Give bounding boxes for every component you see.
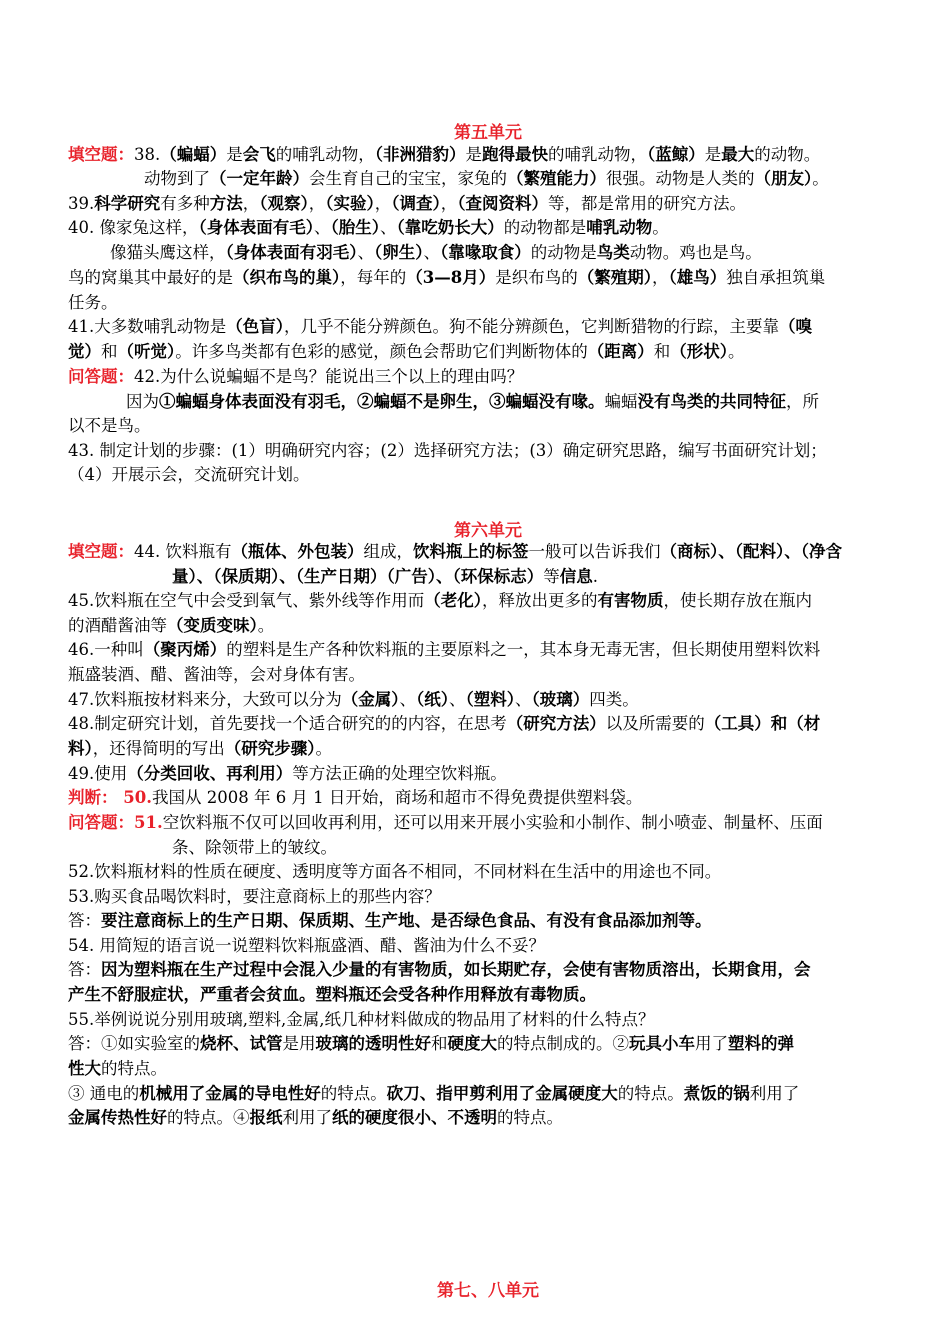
unit6-title: 第六单元: [454, 521, 522, 541]
text-segment: （蝙蝠）: [160, 145, 227, 164]
text-segment: 煮饭的锅: [683, 1084, 750, 1103]
text-segment: 、: [314, 218, 331, 237]
text-segment: 信息: [559, 567, 593, 586]
text-segment: （靠吃奶长大）: [396, 218, 504, 237]
text-segment: 金属传热性好: [68, 1108, 167, 1127]
unit6-line: [68, 909, 712, 933]
text-segment: 纸的硬度很小、不透明: [332, 1108, 497, 1127]
text-segment: 、: [357, 243, 374, 262]
text-segment: 54. 用简短的语言说一说塑料饮料瓶盛酒、醋、酱油为什么不妥？: [68, 936, 545, 955]
text-segment: 有多种: [160, 194, 210, 213]
text-segment: ①蝙蝠身体表面没有羽毛，②蝙蝠不是卵生，③蝙蝠没有喙。: [159, 392, 605, 411]
text-segment: 独自承担筑巢: [726, 268, 826, 287]
text-segment: 51.: [134, 813, 163, 832]
unit6-line: [68, 762, 507, 786]
text-segment: 、: [515, 690, 532, 709]
text-segment: 的动物。: [754, 145, 821, 164]
text-segment: 玻璃的透明性好: [315, 1034, 431, 1053]
text-segment: 50.: [123, 788, 152, 807]
text-segment: 55.举例说说分别用玻璃,塑料,金属,纸几种材料做成的物品用了材料的什么特点？: [68, 1010, 655, 1029]
unit6-line: [68, 712, 820, 736]
text-segment: 会飞: [242, 145, 276, 164]
text-segment: 产生不舒服症状，严重者会贫血。塑料瓶还会受各种作用释放有毒物质。: [68, 985, 596, 1004]
text-segment: 是: [704, 145, 722, 164]
text-segment: 我国从 2008 年 6 月 1 日开始，商场和超市不得免费提供塑料袋。: [151, 788, 643, 807]
text-segment: （3—8月）: [406, 268, 496, 287]
unit6-line: [68, 983, 596, 1007]
text-segment: （嗅: [779, 317, 812, 336]
text-segment: （聚丙烯）: [143, 640, 227, 659]
text-segment: （听觉）: [117, 342, 176, 361]
unit6-line: [68, 737, 332, 761]
unit5-title: 第五单元: [454, 123, 522, 143]
text-segment: 的特点。: [101, 1059, 167, 1078]
text-segment: 任务。: [68, 293, 118, 312]
text-segment: 的特点。: [320, 1084, 387, 1103]
unit5-line: [68, 439, 827, 463]
unit5-line: [68, 463, 310, 487]
text-segment: （塑料）: [465, 690, 515, 709]
text-segment: 科学研究: [94, 194, 161, 213]
unit6-line: [68, 540, 842, 564]
text-segment: 问答题：: [68, 367, 134, 386]
text-segment: （朋友）: [754, 169, 813, 188]
text-segment: （色盲）: [226, 317, 284, 336]
text-segment: 利用了: [282, 1108, 332, 1127]
text-segment: 40. 像家兔这样，: [68, 218, 199, 237]
text-segment: 是: [226, 145, 243, 164]
unit6-line: [68, 1008, 654, 1032]
text-segment: 性大: [68, 1059, 101, 1078]
text-segment: （分类回收、再利用）: [127, 764, 293, 783]
text-segment: 动物。鸡也是鸟。: [629, 243, 762, 262]
text-segment: 最大: [721, 145, 755, 164]
text-segment: 是用: [282, 1034, 316, 1053]
text-segment: 等方法正确的处理空饮料瓶。: [292, 764, 507, 783]
text-segment: 很强。动物是人类的: [606, 169, 755, 188]
text-segment: 跑得最快: [482, 145, 548, 164]
text-segment: 41.大多数哺乳动物是: [68, 317, 227, 336]
text-segment: （老化）: [424, 591, 482, 610]
text-segment: 填空题：: [68, 542, 134, 561]
text-segment: 的哺乳动物，: [548, 145, 647, 164]
text-segment: 45.饮料瓶在空气中会受到氧气、紫外线等作用而: [68, 591, 425, 610]
text-segment: 46.一种叫: [68, 640, 144, 659]
text-segment: 的特点制成的。②: [497, 1034, 629, 1053]
text-segment: 、: [399, 690, 416, 709]
text-segment: （卵生）: [374, 243, 424, 262]
text-segment: 、: [449, 690, 466, 709]
text-segment: 瓶盛装酒、醋、酱油等，会对身体有害。: [68, 665, 365, 684]
text-segment: 53.购买食品喝饮料时，要注意商标上的那些内容？: [68, 887, 441, 906]
text-segment: ，每年的: [340, 268, 407, 287]
text-segment: ，: [242, 194, 260, 213]
text-segment: 利用了: [749, 1084, 800, 1103]
text-segment: 填空题：: [68, 145, 134, 164]
text-segment: ，使长期存放在瓶内: [663, 591, 812, 610]
text-segment: 等: [543, 567, 560, 586]
text-segment: 答：: [68, 960, 101, 979]
text-segment: （繁殖能力）: [507, 169, 606, 188]
text-segment: 空饮料瓶不仅可以回收再利用，还可以用来开展小实验和小制作、制小喷壶、制量杯、压面: [162, 813, 823, 832]
unit5-line: [68, 291, 118, 315]
text-segment: 52.饮料瓶材料的性质在硬度、透明度等方面各不相同，不同材料在生活中的用途也不同。: [68, 862, 722, 881]
text-segment: 答：: [68, 911, 101, 930]
text-segment: ，几乎不能分辨颜色。狗不能分辨颜色，它判断猎物的行踪，主要靠: [284, 317, 779, 336]
text-segment: 一般可以告诉我们: [528, 542, 661, 561]
unit5-line: [68, 192, 746, 216]
text-segment: 动物到了: [144, 169, 210, 188]
text-segment: ，释放出更多的: [482, 591, 598, 610]
text-segment: （商标）、（配料）、（净含: [660, 542, 842, 561]
text-segment: 有害物质: [597, 591, 664, 610]
text-segment: 的哺乳动物，: [275, 145, 375, 164]
text-segment: ，: [440, 194, 458, 213]
text-segment: （调查）: [391, 194, 441, 213]
text-segment: 。: [652, 218, 669, 237]
text-segment: （研究方法）: [506, 714, 606, 733]
unit6-line: [68, 663, 365, 687]
unit6-line: [68, 1106, 563, 1130]
unit6-line: [68, 786, 642, 810]
text-segment: （距离）: [587, 342, 654, 361]
text-segment: 塑料的弹: [728, 1034, 794, 1053]
text-segment: ③ 通电的: [68, 1084, 140, 1103]
text-segment: （繁殖期）: [577, 268, 652, 287]
text-segment: 因为塑料瓶在生产过程中会混入少量的有害物质，如长期贮存，会使有害物质溶出，长期食用，会: [101, 960, 811, 979]
text-segment: 因为: [126, 392, 159, 411]
text-segment: 的塑料是生产各种饮料瓶的主要原料之一，其本身无毒无害，但长期使用塑料饮料: [226, 640, 821, 659]
text-segment: 42.为什么说蝙蝠不是鸟？能说出三个以上的理由吗？: [134, 367, 524, 386]
text-segment: 。: [257, 616, 275, 635]
text-segment: （观察）: [259, 194, 309, 213]
text-segment: 没有鸟类的共同特征: [637, 392, 786, 411]
text-segment: ，: [308, 194, 326, 213]
text-segment: 硬度大: [447, 1034, 497, 1053]
text-segment: （形状）: [670, 342, 728, 361]
text-segment: 和: [431, 1034, 448, 1053]
text-segment: （研究步骤）: [224, 739, 316, 758]
text-segment: 、: [423, 243, 440, 262]
text-segment: （纸）: [416, 690, 449, 709]
unit6-line: [172, 836, 337, 860]
text-segment: 饮料瓶上的标签: [413, 542, 529, 561]
unit6-line: [68, 934, 545, 958]
text-segment: ，还得简明的写出: [92, 739, 225, 758]
text-segment: （变质变味）: [167, 616, 258, 635]
text-segment: 是织布鸟的: [495, 268, 578, 287]
unit6-line: [68, 589, 812, 613]
text-segment: 要注意商标上的生产日期、保质期、生产地、是否绿色食品、有没有食品添加剂等。: [101, 911, 712, 930]
text-segment: 47.饮料瓶按材料来分，大致可以分为: [68, 690, 342, 709]
text-segment: （瓶体、外包装）: [231, 542, 364, 561]
text-segment: （织布鸟的巢）: [233, 268, 341, 287]
text-segment: 的特点。④: [167, 1108, 250, 1127]
unit6-line: [68, 811, 823, 835]
text-segment: （金属）: [341, 690, 400, 709]
text-segment: 像猫头鹰这样，: [110, 243, 226, 262]
text-segment: （工具）和（材: [704, 714, 821, 733]
text-segment: 和: [101, 342, 118, 361]
text-segment: 的特点。: [497, 1108, 563, 1127]
text-segment: （实验）: [325, 194, 375, 213]
text-segment: （蓝鲸）: [647, 145, 705, 164]
text-segment: 39.: [68, 194, 95, 213]
text-segment: 组成，: [363, 542, 413, 561]
unit5-line: [68, 365, 523, 389]
text-segment: 49.使用: [68, 764, 128, 783]
text-segment: 鸟类: [596, 243, 630, 262]
text-segment: 的动物都是: [503, 218, 587, 237]
unit6-line: [68, 1057, 167, 1081]
text-segment: 砍刀、指甲剪利用了金属硬度大: [386, 1084, 618, 1103]
text-segment: 料）: [68, 739, 93, 758]
text-segment: 答：①如实验室的: [68, 1034, 200, 1053]
text-segment: 判断：: [68, 788, 124, 807]
text-segment: 的特点。: [617, 1084, 684, 1103]
text-segment: （非洲猎豹）: [374, 145, 466, 164]
unit6-line: [68, 958, 811, 982]
text-segment: （雄鸟）: [668, 268, 727, 287]
unit6-line: [68, 688, 639, 712]
unit5-line: [110, 241, 762, 265]
text-segment: （胎生）: [330, 218, 380, 237]
text-segment: 会生育自己的宝宝，家兔的: [309, 169, 507, 188]
unit6-line: [68, 1032, 794, 1056]
unit78-title: 第七、八单元: [437, 1281, 539, 1301]
text-segment: 机械用了金属的导电性好: [139, 1084, 321, 1103]
text-segment: 等，都是常用的研究方法。: [548, 194, 746, 213]
unit5-line: [126, 390, 819, 414]
text-segment: 、: [380, 218, 397, 237]
unit5-line: [68, 315, 812, 339]
text-segment: 。: [728, 342, 745, 361]
text-segment: 。: [812, 169, 829, 188]
text-segment: 以及所需要的: [605, 714, 705, 733]
text-segment: （靠喙取食）: [440, 243, 531, 262]
text-segment: ，所: [786, 392, 819, 411]
text-segment: （查阅资料）: [457, 194, 548, 213]
unit6-line: [68, 1082, 799, 1106]
text-segment: 。许多鸟类都有色彩的感觉，颜色会帮助它们判断物体的: [175, 342, 588, 361]
text-segment: 38.: [134, 145, 161, 164]
text-segment: 以不是鸟。: [68, 416, 151, 435]
text-segment: 量）、（保质期）、（生产日期）（广告）、（环保标志）: [172, 567, 544, 586]
text-segment: 鸟的窝巢其中最好的是: [68, 268, 233, 287]
text-segment: 用了: [695, 1034, 728, 1053]
unit6-line: [68, 638, 820, 662]
text-segment: 报纸: [249, 1108, 283, 1127]
text-segment: 和: [653, 342, 671, 361]
text-segment: 方法: [209, 194, 243, 213]
text-segment: （4）开展示会，交流研究计划。: [68, 465, 310, 484]
text-segment: 43. 制定计划的步骤：(1）明确研究内容；(2）选择研究方法；(3）确定研究思路，编写书面研究计划；: [68, 441, 827, 460]
unit5-line: [68, 414, 151, 438]
text-segment: （身体表面有羽毛）: [225, 243, 358, 262]
unit5-line: [68, 340, 745, 364]
text-segment: 44. 饮料瓶有: [134, 542, 232, 561]
text-segment: （身体表面有毛）: [198, 218, 314, 237]
text-segment: 是: [465, 145, 482, 164]
unit6-line: [172, 565, 598, 589]
text-segment: 哺乳动物: [586, 218, 653, 237]
text-segment: 四类。: [589, 690, 639, 709]
unit6-line: [68, 885, 441, 909]
text-segment: 问答题：: [68, 813, 134, 832]
text-segment: 蝙蝠: [604, 392, 638, 411]
unit6-line: [68, 614, 274, 638]
text-segment: 烧杯、试管: [200, 1034, 283, 1053]
unit5-line: [68, 216, 669, 240]
unit5-line: [68, 266, 825, 290]
unit5-line: [68, 143, 820, 167]
text-segment: 觉）: [68, 342, 101, 361]
text-segment: 玩具小车: [629, 1034, 695, 1053]
text-segment: 的动物是: [530, 243, 597, 262]
text-segment: 条、除领带上的皱纹。: [172, 838, 337, 857]
text-segment: （玻璃）: [531, 690, 590, 709]
unit6-line: [68, 860, 721, 884]
text-segment: 的酒醋酱油等: [68, 616, 167, 635]
text-segment: （一定年龄）: [210, 169, 309, 188]
text-segment: ，: [374, 194, 392, 213]
text-segment: .: [592, 567, 598, 586]
text-segment: 48.制定研究计划，首先要找一个适合研究的的内容，在思考: [68, 714, 507, 733]
text-segment: 。: [315, 739, 332, 758]
unit5-line: [144, 167, 829, 191]
text-segment: ，: [651, 268, 669, 287]
